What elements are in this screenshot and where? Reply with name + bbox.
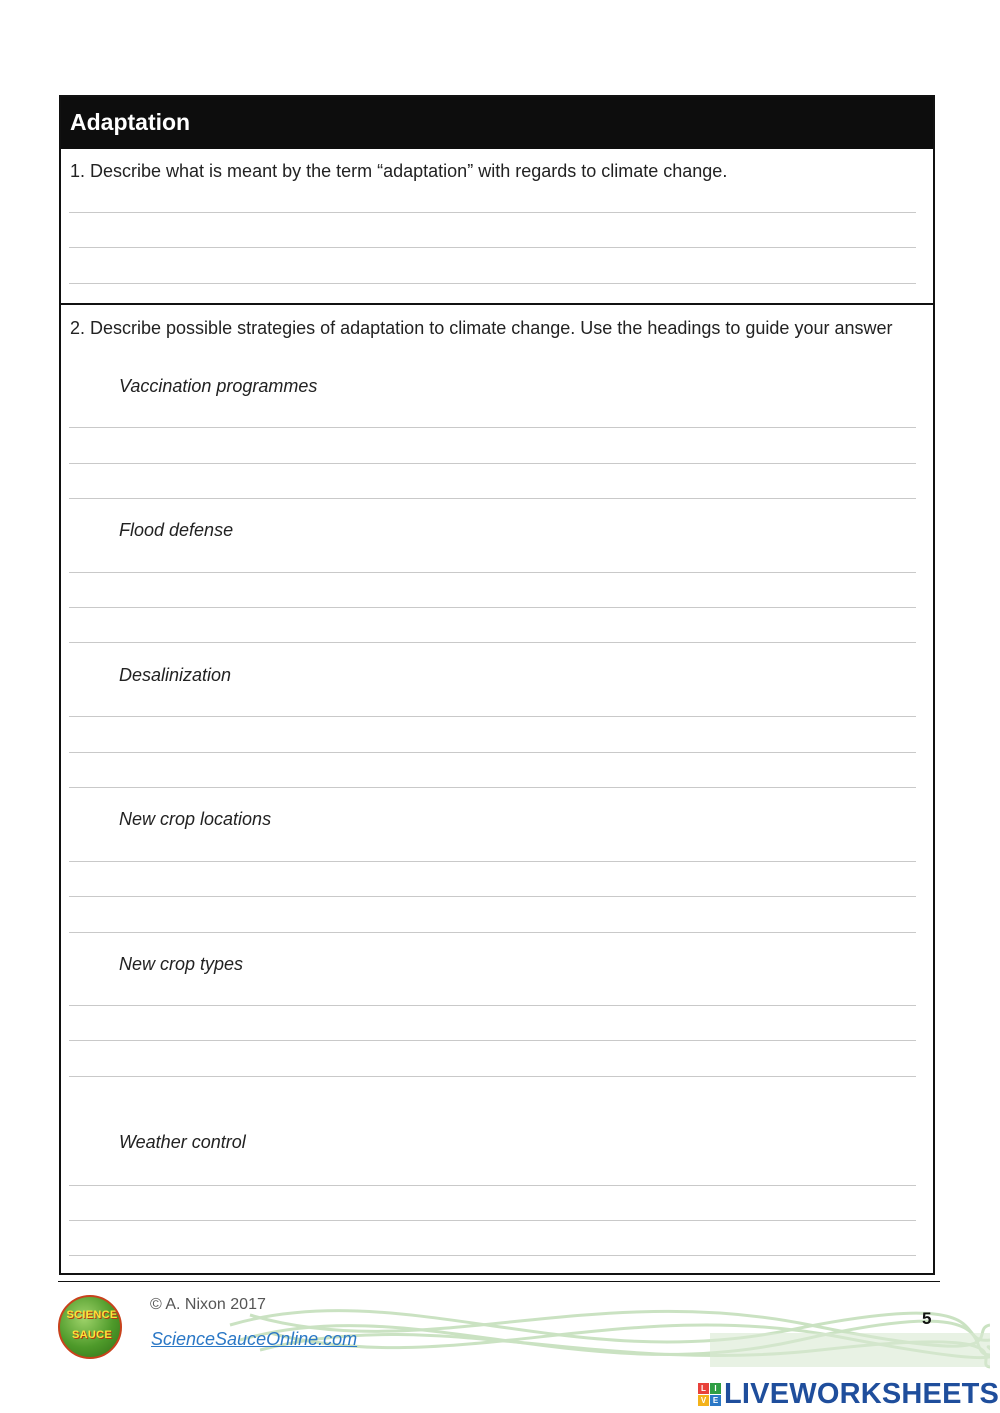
answer-line[interactable] <box>69 896 916 897</box>
answer-line[interactable] <box>69 1255 916 1256</box>
answer-line[interactable] <box>69 787 916 788</box>
answer-line[interactable] <box>69 1076 916 1077</box>
footer-rule <box>58 1281 940 1282</box>
answer-line[interactable] <box>69 1040 916 1041</box>
heading-weather-control: Weather control <box>119 1132 246 1152</box>
answer-line[interactable] <box>69 932 916 933</box>
answer-line[interactable] <box>69 1005 916 1006</box>
answer-line[interactable] <box>69 247 916 248</box>
heading-new-crop-locations: New crop locations <box>119 809 272 829</box>
website-link[interactable]: ScienceSauceOnline.com <box>151 1329 358 1349</box>
answer-line[interactable] <box>69 427 916 428</box>
logo-text-top: SCIENCE <box>66 1309 118 1321</box>
answer-line[interactable] <box>69 861 916 862</box>
answer-line[interactable] <box>69 1185 916 1186</box>
answer-line[interactable] <box>69 463 916 464</box>
answer-line[interactable] <box>69 572 916 573</box>
liveworksheets-brand[interactable] <box>698 1377 999 1411</box>
heading-desalinization: Desalinization <box>119 665 232 685</box>
worksheet-box <box>59 95 935 1275</box>
science-sauce-logo <box>58 1295 122 1359</box>
question-1: 1. Describe what is meant by the term “adaptation” with regards to climate change. <box>70 161 728 181</box>
icon-letter: L <box>698 1383 709 1394</box>
page-number: 5 <box>922 1309 932 1328</box>
answer-line[interactable] <box>69 716 916 717</box>
question-divider <box>61 303 933 305</box>
liveworksheets-icon <box>698 1383 721 1406</box>
answer-line[interactable] <box>69 498 916 499</box>
logo-text-bottom: SAUCE <box>71 1329 112 1341</box>
answer-line[interactable] <box>69 607 916 608</box>
answer-line[interactable] <box>69 283 916 284</box>
section-title: Adaptation <box>61 97 933 149</box>
answer-line[interactable] <box>69 752 916 753</box>
icon-letter: I <box>710 1383 721 1394</box>
copyright-text: © A. Nixon 2017 <box>150 1296 266 1313</box>
answer-line[interactable] <box>69 1220 916 1221</box>
heading-flood-defense: Flood defense <box>119 520 234 540</box>
icon-letter: V <box>698 1395 709 1406</box>
liveworksheets-wordmark: LIVEWORKSHEETS <box>724 1377 1000 1410</box>
answer-line[interactable] <box>69 642 916 643</box>
heading-new-crop-types: New crop types <box>119 954 244 974</box>
answer-line[interactable] <box>69 212 916 213</box>
question-2: 2. Describe possible strategies of adaptation to climate change. Use the headings to guide your answer <box>70 318 893 338</box>
heading-vaccination: Vaccination programmes <box>119 376 318 396</box>
icon-letter: E <box>710 1395 721 1406</box>
